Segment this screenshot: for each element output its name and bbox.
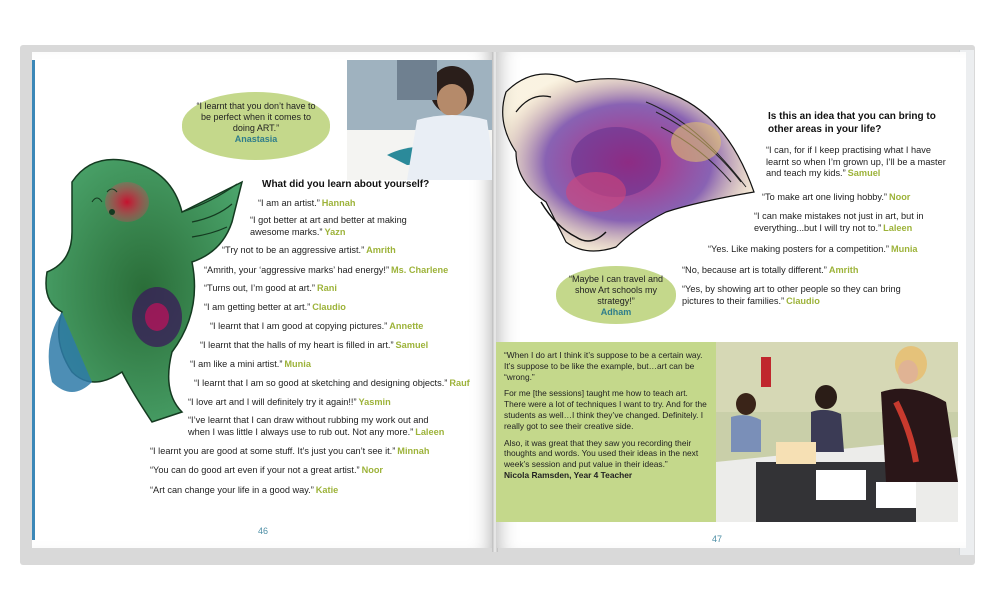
child-painting-photo bbox=[347, 60, 494, 180]
left-page bbox=[32, 52, 494, 548]
quote-minnah: “I learnt you are good at some stuff. It’s just you can’t see it.” Minnah bbox=[150, 446, 430, 456]
quote-katie: “Art can change your life in a good way.” Katie bbox=[150, 485, 339, 495]
quote-laleen: “I’ve learnt that I can draw without rubbing my work out and when I was little I always use to rub out. Not any more.” Laleen bbox=[188, 415, 445, 437]
page-number-right: 47 bbox=[712, 534, 723, 544]
quote-hannah: “I am an artist.” Hannah bbox=[258, 198, 356, 208]
speech-bubble-anastasia bbox=[182, 92, 330, 160]
quote-claudio-right: “Yes, by showing art to other people so they can bring pictures to their families.” Claudio bbox=[682, 284, 901, 306]
left-page-edge bbox=[32, 60, 35, 540]
right-page bbox=[496, 52, 966, 548]
quote-noor: “You can do good art even if your not a great artist.” Noor bbox=[150, 465, 384, 475]
teacher-quote-box bbox=[496, 342, 716, 522]
quote-claudio: “I am getting better at art.” Claudio bbox=[204, 302, 346, 312]
teacher-paragraph-2: For me [the sessions] taught me how to teach art. There were a lot of techniques I want to try. And for the students as well…I think they’ve changed. Definitely. I really got to see their creative side. bbox=[504, 388, 707, 431]
watercolor-bird-painting bbox=[496, 52, 761, 267]
quote-yasmin: “I love art and I will definitely try it again!!” Yasmin bbox=[188, 397, 391, 407]
right-heading: Is this an idea that you can bring to other areas in your life? bbox=[768, 111, 936, 135]
teacher-paragraph-1: “When I do art I think it’s suppose to be a certain way. It’s suppose to be like the example, but…art can be “wrong.” bbox=[504, 350, 703, 382]
quote-yazn: “I got better at art and better at making awesome marks.” Yazn bbox=[250, 215, 407, 237]
quote-samuel-right: “I can, for if I keep practising what I have learnt so when I’m grown up, I’ll be a master and teach my kids.” Samuel bbox=[766, 145, 946, 178]
quote-laleen-right: “I can make mistakes not just in art, but in everything...but I will try not to.” Laleen bbox=[754, 211, 924, 233]
quote-munia: “I am like a mini artist.” Munia bbox=[190, 359, 311, 369]
bubble-name: Anastasia bbox=[234, 134, 278, 144]
speech-bubble-adham: “Maybe I can travel and show Art schools my strategy!” Adham bbox=[556, 266, 676, 324]
teacher-paragraph-3: Also, it was great that they saw you recording their thoughts and words. You used their ideas in the next week’s session and put value in their ideas.” bbox=[504, 437, 699, 470]
quote-amrith: “Try not to be an aggressive artist.” Amrith bbox=[222, 245, 396, 255]
page-number-left: 46 bbox=[258, 526, 269, 536]
quote-samuel: “I learnt that the halls of my heart is filled in art.” Samuel bbox=[200, 340, 429, 350]
quote-rauf: “I learnt that I am so good at sketching and designing objects.” Rauf bbox=[194, 378, 470, 388]
quote-rani: “Turns out, I’m good at art.” Rani bbox=[204, 283, 337, 293]
quote-ms-charlene: “Amrith, your ‘aggressive marks’ had energy!” Ms. Charlene bbox=[204, 265, 449, 275]
left-heading: What did you learn about yourself? bbox=[262, 179, 430, 190]
teacher-byline: Nicola Ramsden, Year 4 Teacher bbox=[504, 469, 633, 480]
quote-noor-right: “To make art one living hobby.” Noor bbox=[762, 192, 911, 202]
bubble-quote: “I learnt that you don’t have to be perfect when it comes to doing ART.” bbox=[196, 101, 316, 133]
quote-amrith-right: “No, because art is totally different.” Amrith bbox=[682, 265, 859, 275]
quote-annette: “I learnt that I am good at copying pictures.” Annette bbox=[210, 321, 424, 331]
classroom-photo bbox=[716, 342, 958, 522]
quote-munia-right: “Yes. Like making posters for a competition.” Munia bbox=[708, 244, 918, 254]
